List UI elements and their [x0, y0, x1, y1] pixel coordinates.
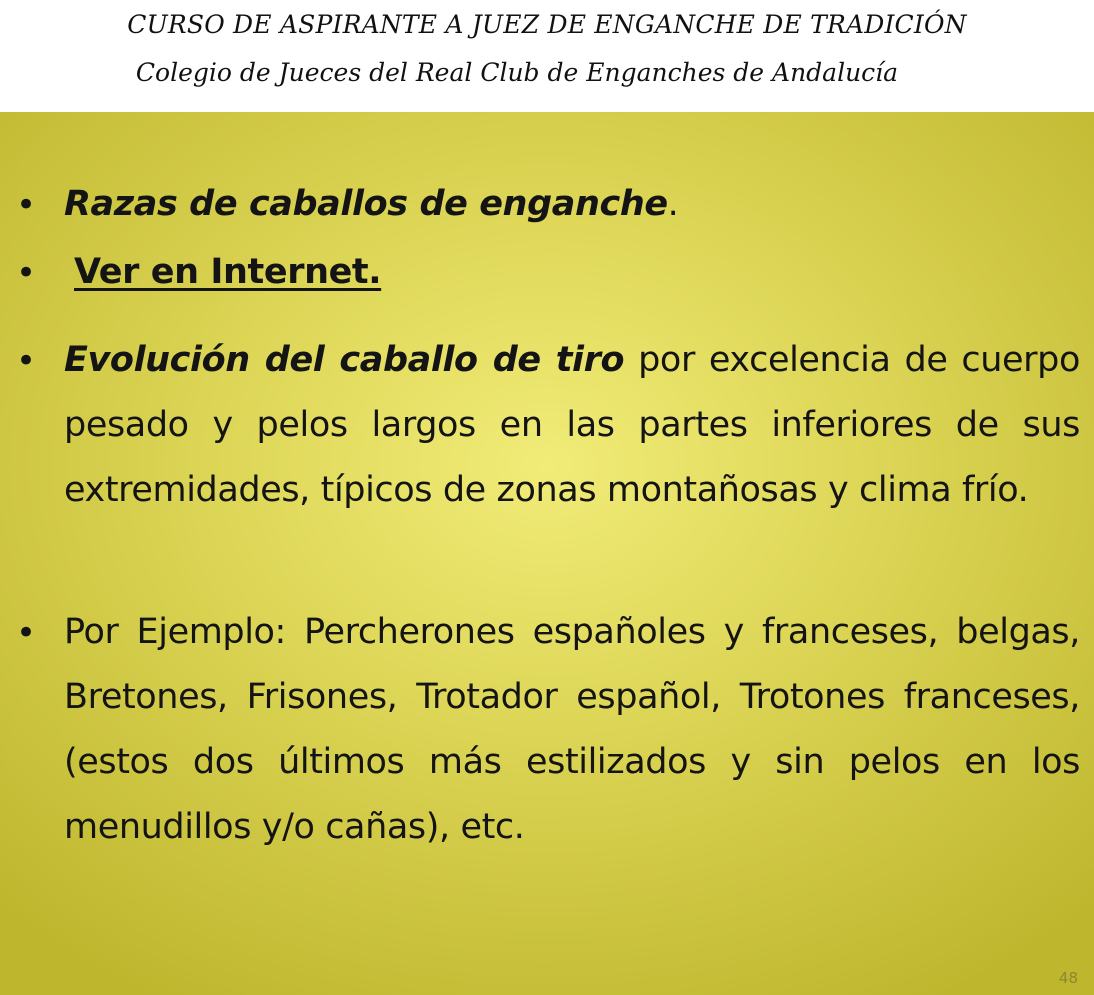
bullet-marker: • [16, 613, 37, 653]
bullet-text [64, 172, 1080, 237]
course-title: CURSO DE ASPIRANTE A JUEZ DE ENGANCHE DE TRADICIÓN [127, 10, 967, 39]
slide-header [0, 0, 1094, 112]
bullet-marker: • [16, 341, 37, 381]
internet-link[interactable]: Ver en Internet. [74, 252, 382, 292]
breeds-suffix: . [667, 184, 679, 224]
bullet-text [64, 328, 1080, 523]
slide-body [0, 112, 1094, 995]
evolution-heading: Evolución del caballo de tiro [64, 340, 625, 380]
breeds-heading: Razas de caballos de enganche [64, 184, 668, 224]
bullet-marker: • [16, 185, 37, 225]
bullet-marker: • [16, 253, 37, 293]
evolution-description: por excelencia de cuerpo pesado y pelos largos en las partes inferiores de sus extremidades, típicos de zonas montañosas y clima frío. [64, 340, 1080, 510]
examples-text: Por Ejemplo: Percherones españoles y franceses, belgas, Bretones, Frisones, Trotador español, Trotones franceses, (estos dos últimos más estilizados y sin pelos en los menudillos y/o cañas), etc. [64, 612, 1080, 847]
page-number: 48 [1058, 969, 1078, 987]
college-subtitle: Colegio de Jueces del Real Club de Enganches de Andalucía [135, 58, 899, 87]
bullet-text [64, 240, 1080, 305]
